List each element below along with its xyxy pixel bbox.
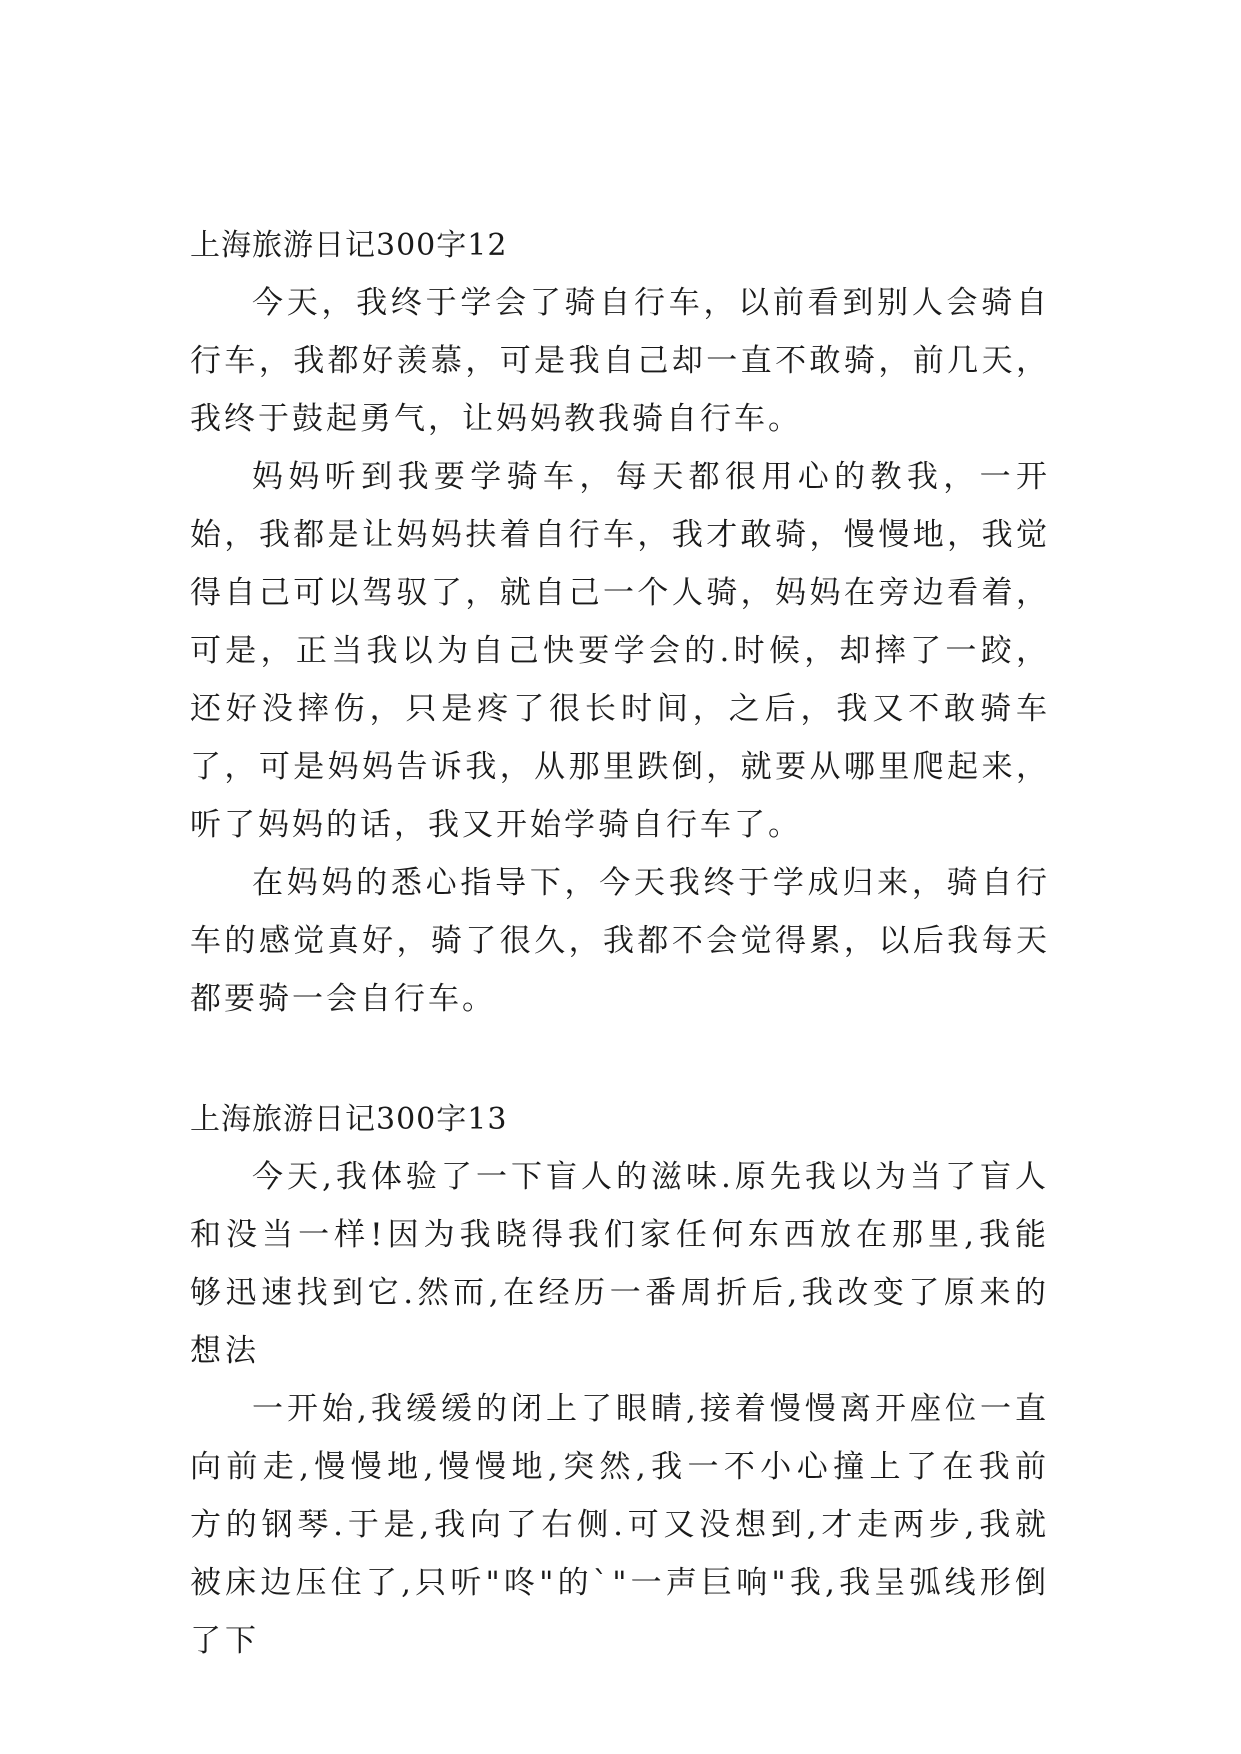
paragraph: 一开始,我缓缓的闭上了眼睛,接着慢慢离开座位一直向前走,慢慢地,慢慢地,突然,我一不小心撞上了在我前方的钢琴.于是,我向了右侧.可又没想到,才走两步,我就被床边压住了,只听"咚"的`"一声巨响"我,我呈弧线形倒了下 <box>190 1391 1050 1659</box>
diary-entry-13 <box>190 1092 1050 1670</box>
paragraph: 今天，我终于学会了骑自行车，以前看到别人会骑自行车，我都好羡慕，可是我自己却一直不敢骑，前几天，我终于鼓起勇气，让妈妈教我骑自行车。 <box>190 285 1050 437</box>
diary-entry-12 <box>190 218 1050 1028</box>
paragraph: 妈妈听到我要学骑车，每天都很用心的教我，一开始，我都是让妈妈扶着自行车，我才敢骑，慢慢地，我觉得自己可以驾驭了，就自己一个人骑，妈妈在旁边看着，可是，正当我以为自己快要学会的.时候，却摔了一跤，还好没摔伤，只是疼了很长时间，之后，我又不敢骑车了，可是妈妈告诉我，从那里跌倒，就要从哪里爬起来，听了妈妈的话，我又开始学骑自行车了。 <box>190 459 1050 843</box>
entry-heading: 上海旅游日记300字13 <box>190 1102 508 1137</box>
paragraph: 今天,我体验了一下盲人的滋味.原先我以为当了盲人和没当一样!因为我晓得我们家任何东西放在那里,我能够迅速找到它.然而,在经历一番周折后,我改变了原来的想法 <box>190 1159 1050 1369</box>
entry-heading: 上海旅游日记300字12 <box>190 228 508 263</box>
paragraph: 在妈妈的悉心指导下，今天我终于学成归来，骑自行车的感觉真好，骑了很久，我都不会觉得累，以后我每天都要骑一会自行车。 <box>190 865 1050 1017</box>
